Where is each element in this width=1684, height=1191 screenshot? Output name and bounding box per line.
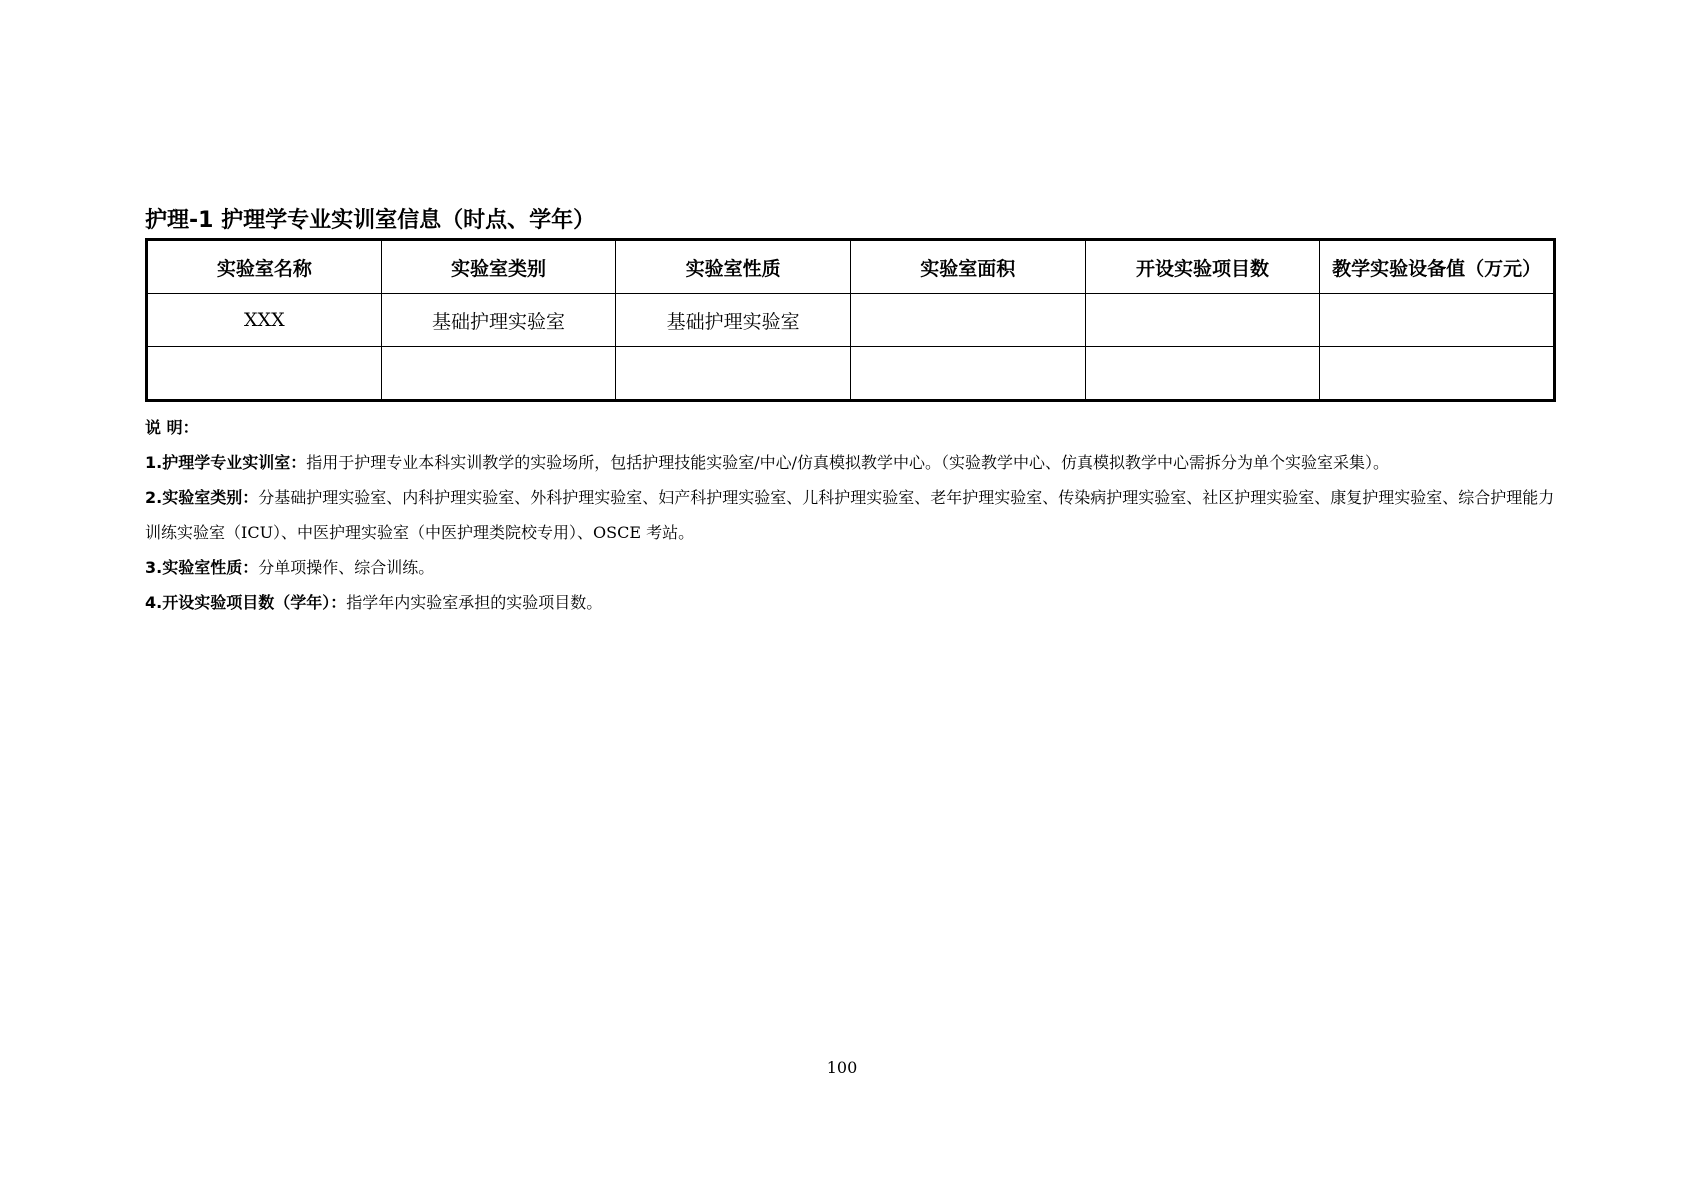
table-row	[147, 294, 1555, 347]
header-lab-nature: 实验室性质	[616, 240, 851, 294]
note-text: 分单项操作、综合训练。	[258, 558, 435, 577]
note-item-4	[145, 585, 1560, 620]
note-text: 分基础护理实验室、内科护理实验室、外科护理实验室、妇产科护理实验室、儿科护理实验室、老年护理实验室、传染病护理实验室、社区护理实验室、康复护理实验室、综合护理能力训练实验室（ICU）、中医护理实验室（中医护理类院校专用）、OSCE 考站。	[145, 488, 1555, 542]
note-text: 指用于护理专业本科实训教学的实验场所，包括护理技能实验室/中心/仿真模拟教学中心。（实验教学中心、仿真模拟教学中心需拆分为单个实验室采集）。	[306, 453, 1390, 472]
note-separator: ：	[330, 593, 347, 612]
header-lab-area: 实验室面积	[850, 240, 1085, 294]
note-term: 3.实验室性质	[145, 558, 243, 577]
table-cell	[1085, 347, 1320, 401]
header-lab-category: 实验室类别	[381, 240, 616, 294]
note-term: 1.护理学专业实训室	[145, 453, 291, 472]
table-cell	[1320, 294, 1555, 347]
notes-section	[145, 410, 1560, 620]
header-equipment-value: 教学实验设备值（万元）	[1320, 240, 1555, 294]
note-separator: ：	[290, 453, 307, 472]
note-text: 指学年内实验室承担的实验项目数。	[346, 593, 603, 612]
header-project-count: 开设实验项目数	[1085, 240, 1320, 294]
lab-info-table	[145, 238, 1556, 402]
note-separator: ：	[242, 488, 259, 507]
note-term: 4.开设实验项目数（学年）	[145, 593, 331, 612]
table-cell: XXX	[147, 294, 382, 347]
notes-heading: 说 明：	[145, 418, 199, 437]
page-number: 100	[826, 1058, 858, 1077]
table-cell	[1320, 347, 1555, 401]
note-separator: ：	[242, 558, 259, 577]
table-header-row	[147, 240, 1555, 294]
table-cell	[147, 347, 382, 401]
header-lab-name: 实验室名称	[147, 240, 382, 294]
table-cell	[616, 347, 851, 401]
note-term: 2.实验室类别	[145, 488, 243, 507]
table-cell	[381, 347, 616, 401]
note-item-1	[145, 445, 1560, 480]
page-title: 护理-1 护理学专业实训室信息（时点、学年）	[145, 208, 596, 233]
table-cell: 基础护理实验室	[381, 294, 616, 347]
table-row	[147, 347, 1555, 401]
note-item-3	[145, 550, 1560, 585]
note-item-2	[145, 480, 1560, 550]
table-cell	[1085, 294, 1320, 347]
table-cell	[850, 294, 1085, 347]
table-cell	[850, 347, 1085, 401]
table-cell: 基础护理实验室	[616, 294, 851, 347]
